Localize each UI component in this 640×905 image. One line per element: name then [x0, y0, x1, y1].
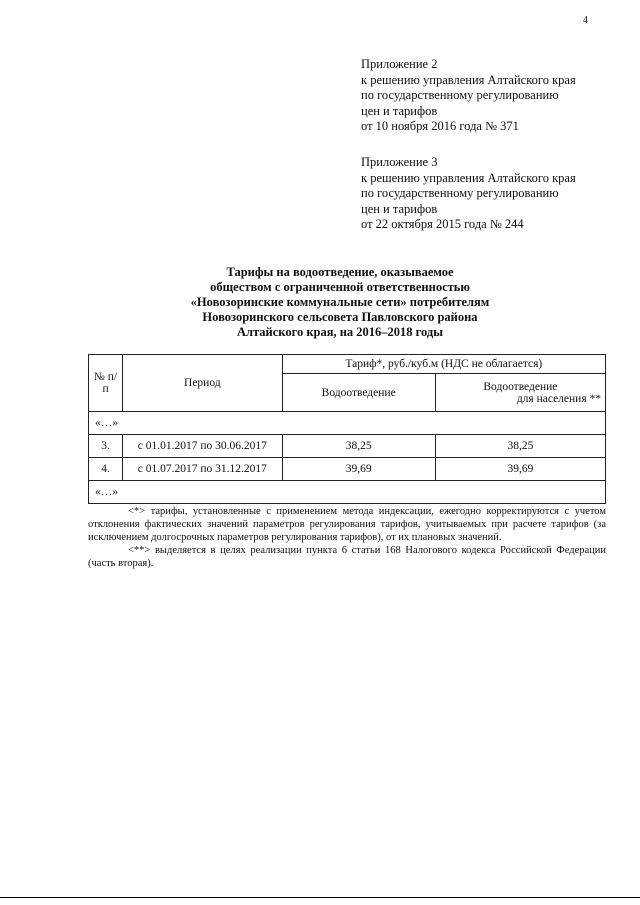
tariff-table [88, 354, 606, 504]
cell-num: 4. [89, 458, 123, 481]
page-number: 4 [583, 15, 588, 26]
title-line: «Новозоринские коммунальные сети» потребителям [190, 295, 490, 309]
header-population-line-1: Водоотведение [483, 380, 558, 393]
table-ellipsis-bottom: «…» [89, 481, 606, 504]
footnote-2: <**> выделяется в целях реализации пункта 6 статьи 168 Налогового кодекса Российской Федерации (часть вторая). [88, 545, 606, 569]
appendix-2-line: цен и тарифов [361, 103, 438, 118]
appendix-3-line: по государственному регулированию [361, 186, 559, 200]
header-water-disposal: Водоотведение [282, 374, 435, 412]
cell-water: 38,25 [282, 435, 435, 458]
header-water-disposal-population [435, 374, 605, 412]
appendix-2-line: к решению управления Алтайского края [361, 72, 576, 87]
header-num: № п/п [89, 355, 123, 412]
title-line: Тарифы на водоотведение, оказываемое [226, 265, 454, 279]
footnote-1: <*> тарифы, установленные с применением метода индексации, ежегодно корректируются с учетом отклонения фактических значений параметров регулирования тарифов, учитываемых при расчете тарифов (за исключением долгосрочных параметров регулирования тарифов), от их плановых значений. [88, 506, 606, 543]
appendix-3-line: к решению управления Алтайского края [361, 170, 576, 185]
header-population-line-2: для населения ** [516, 392, 601, 405]
appendix-3-block [361, 155, 621, 233]
table-row [89, 435, 606, 458]
title-line: Новозоринского сельсовета Павловского района [202, 310, 478, 324]
footnotes [88, 505, 606, 570]
appendix-3-line: от 22 октября 2015 года № 244 [361, 217, 524, 231]
cell-population: 39,69 [435, 458, 605, 481]
page-bottom-divider [0, 897, 640, 898]
appendix-2-block [361, 57, 621, 135]
appendix-2-line: Приложение 2 [361, 57, 438, 71]
cell-period: с 01.07.2017 по 31.12.2017 [123, 458, 283, 481]
appendix-2-line: от 10 ноября 2016 года № 371 [361, 119, 519, 133]
table-ellipsis-top: «…» [89, 412, 606, 435]
appendix-3-line: Приложение 3 [361, 155, 438, 169]
table-row [89, 458, 606, 481]
cell-population: 38,25 [435, 435, 605, 458]
title-line: Алтайского края, на 2016–2018 годы [236, 325, 444, 339]
header-tariff: Тариф*, руб./куб.м (НДС не облагается) [282, 355, 605, 374]
cell-period: с 01.01.2017 по 30.06.2017 [123, 435, 283, 458]
title-line: обществом с ограниченной ответственностью [210, 280, 470, 294]
header-period: Период [123, 355, 283, 412]
cell-water: 39,69 [282, 458, 435, 481]
appendix-2-line: по государственному регулированию [361, 88, 559, 102]
cell-num: 3. [89, 435, 123, 458]
appendix-3-line: цен и тарифов [361, 201, 438, 216]
document-title [150, 265, 530, 340]
